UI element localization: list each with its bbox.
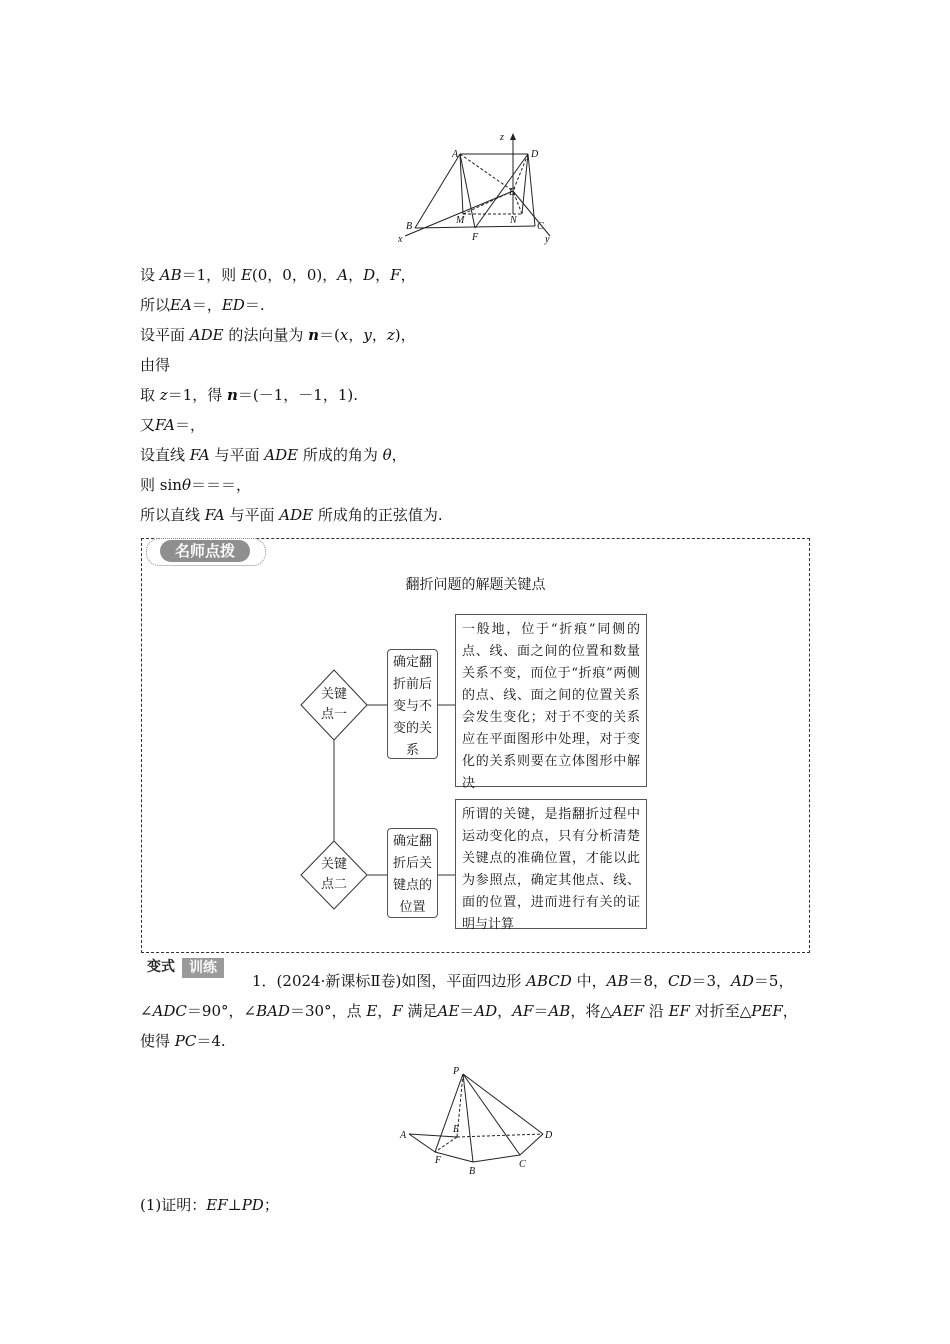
var-theta: θ [181,476,191,494]
variant-tag-right: 训练 [182,958,224,978]
text: 所以 [140,296,171,314]
solution-line-3 [140,325,416,345]
teacher-tip-badge: 名师点拨 [160,540,250,562]
flow-title: 翻折问题的解题关键点 [405,577,546,593]
var-y: y [363,326,372,344]
text: (1)证明： [140,1196,207,1214]
text: ， [348,326,364,344]
var: AE [437,1002,460,1020]
var-ed: ED [221,296,245,314]
var: AEF [611,1002,645,1020]
label-x: x [398,234,403,245]
text: 满足 [402,1002,438,1020]
label-D: D [531,149,539,160]
var: BAD [256,1002,290,1020]
text: ， [348,266,364,284]
key2-label-line2: 点二 [320,877,347,892]
key2-topic-box [387,828,438,918]
solution-line-8 [140,475,251,495]
key2-topic-line: 确定翻 [392,834,432,849]
text: ＝( [319,326,340,344]
solution-line-1 [140,265,416,285]
text: 对折至△ [689,1002,752,1020]
var: EF [668,1002,690,1020]
solution-line-2 [140,295,265,315]
var-ade: ADE [264,446,299,464]
key2-label-line1: 关键 [320,857,347,872]
text: 则 sin [140,476,182,494]
solution-line-7 [140,445,407,465]
key-point-2-diamond [304,855,364,895]
label-C: C [519,1159,526,1170]
var: ABCD [526,972,572,990]
solution-line-5 [140,385,358,405]
text: 所成的角为 [298,446,383,464]
label-N: N [510,215,517,226]
var-d: D [363,266,376,284]
key1-topic-box [387,649,438,759]
label-B: B [469,1166,476,1177]
var: AB [606,972,629,990]
text: ＝8， [628,972,668,990]
text: ＝ [533,1002,549,1020]
key2-topic-line: 键点的 [392,878,432,893]
text: ＝5，∠ [140,972,794,1020]
var-n: n [308,326,320,344]
label-A: A [400,1130,407,1141]
text: ； [263,1196,279,1214]
var-fa: FA [204,506,225,524]
label-E: E [509,187,516,198]
solution-line-4 [140,355,170,375]
text: ， [400,266,416,284]
text: ＝ [459,1002,475,1020]
var-ade: ADE [189,326,224,344]
var-x: x [339,326,349,344]
text: (0，0，0)， [251,266,338,284]
text: 的法向量为 [223,326,309,344]
label-A: A [452,149,459,160]
label-F: F [472,232,479,243]
var: E [366,1002,378,1020]
text: 沿 [644,1002,669,1020]
text: ⊥ [227,1196,242,1214]
label-B: B [406,221,413,232]
var-fa: FA [155,416,175,434]
text: 与平面 [209,446,265,464]
text: ＝(－1，－1，1). [237,386,359,404]
text: ， [375,266,391,284]
text: )， [394,326,416,344]
question-part-1 [140,1195,279,1215]
key1-label-line1: 关键 [320,687,347,702]
text: ＝4. [196,1032,226,1050]
text: 由得 [140,356,171,374]
label-z: z [500,132,504,143]
var-n: n [227,386,238,404]
text: 设平面 [140,326,190,344]
var-f: F [390,266,401,284]
var: AD [474,1002,498,1020]
text: ＝30°，点 [289,1002,367,1020]
var-z: z [386,326,395,344]
var-z: z [159,386,168,404]
label-P: P [453,1066,460,1077]
text: 设直线 [140,446,190,464]
var-ab: AB [159,266,182,284]
var: AD [731,972,754,990]
key1-label-line2: 点一 [320,707,347,722]
var-pd: PD [241,1196,264,1214]
label-C: C [537,221,544,232]
var-ef: EF [206,1196,228,1214]
text: ， [371,326,387,344]
var-ea: EA [170,296,192,314]
text: ＝90°，∠ [186,1002,257,1020]
text: 又 [140,416,156,434]
label-y: y [545,234,550,245]
text: 所以直线 [140,506,205,524]
text: ，使得 [140,1002,798,1050]
text: ＝1，得 [167,386,227,404]
text: 取 [140,386,160,404]
key1-topic-line: 变与不 [392,699,432,714]
figure-folded-pyramid [395,1062,565,1182]
label-M: M [456,215,465,226]
key1-topic-line: 折前后 [392,677,432,692]
text: 与平面 [224,506,280,524]
text: ， [377,1002,393,1020]
key2-topic-line: 折后关 [392,856,432,871]
key1-topic-line: 确定翻 [392,655,432,670]
key1-topic-line: 系 [405,743,419,758]
var: AF [512,1002,534,1020]
solution-line-9 [140,505,443,525]
var: AB [548,1002,571,1020]
text: ＝1，则 [181,266,241,284]
text: ＝. [244,296,265,314]
key1-topic-line: 变的关 [392,721,432,736]
text: ， [497,1002,513,1020]
text: ＝， [191,296,222,314]
var-theta: θ [382,446,392,464]
var-fa: FA [189,446,210,464]
key-point-1-diamond [304,685,364,725]
var: ADC [152,1002,187,1020]
problem-statement [140,966,810,1056]
var: F [392,1002,403,1020]
var-a: A [337,266,349,284]
text: ，将△ [570,1002,612,1020]
text: 设 [140,266,160,284]
text: ， [391,446,407,464]
var: PEF [751,1002,783,1020]
label-D: D [545,1130,553,1141]
figure-3d-coordinate [390,128,560,248]
label-E: E [453,1124,460,1135]
var-ade: ADE [279,506,314,524]
key2-description-box: 所谓的关键，是指翻折过程中运动变化的点，只有分析清楚关键点的准确位置，才能以此为参照点，确定其他点、线、面的位置，进而进行有关的证明与计算 [455,799,647,929]
text: 中， [571,972,607,990]
solution-line-6 [140,415,205,435]
variant-tag-left: 变式 [147,959,175,975]
key1-description-box: 一般地，位于“折痕”同侧的点、线、面之间的位置和数量关系不变，而位于“折痕”两侧的点、线、面之间的位置关系会发生变化；对于不变的关系应在平面图形中处理，对于变化的关系则要在立体图形中解决 [455,614,647,787]
text: ＝， [174,416,205,434]
text: ＝3， [691,972,732,990]
text: 1．(2024·新课标Ⅱ卷)如图，平面四边形 [252,972,527,990]
text: 所成角的正弦值为. [313,506,443,524]
text: ＝＝＝， [190,476,251,494]
var-e: E [240,266,252,284]
var: PC [174,1032,197,1050]
var: CD [667,972,692,990]
key2-topic-line: 位置 [399,900,426,915]
label-F: F [435,1155,442,1166]
